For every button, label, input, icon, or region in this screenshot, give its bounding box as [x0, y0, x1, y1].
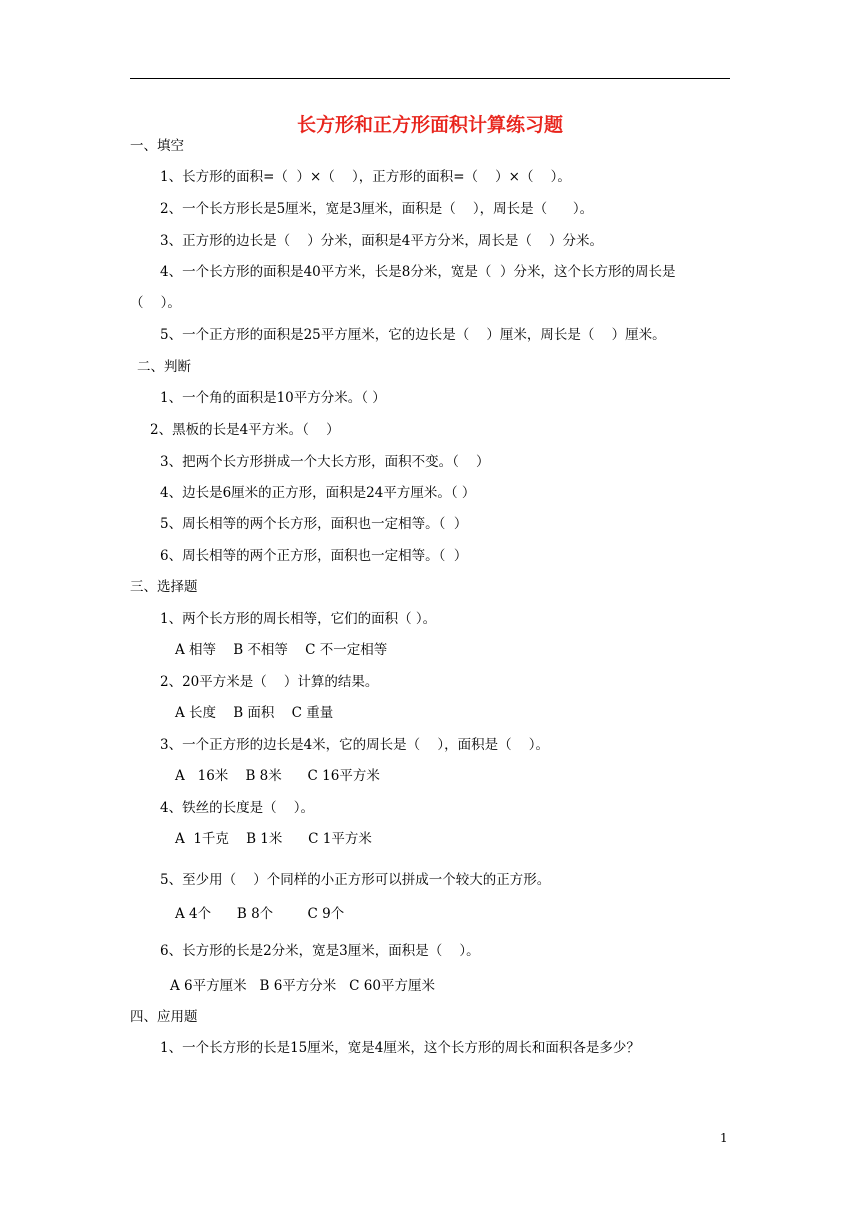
section-heading-choice: 三、选择题 — [130, 579, 198, 595]
choice-options-1: A 相等 B 不相等 C 不一定相等 — [175, 642, 388, 658]
judge-item-2: 2、黑板的长是4平方米。（ ） — [150, 422, 340, 438]
page-title: 长方形和正方形面积计算练习题 — [296, 114, 563, 136]
fill-item-1: 1、长方形的面积=（ ）×（ ），正方形的面积=（ ）×（ ）。 — [160, 169, 571, 185]
choice-options-2: A 长度 B 面积 C 重量 — [175, 705, 334, 721]
choice-question-4: 4、铁丝的长度是（ ）。 — [160, 800, 315, 816]
judge-item-1: 1、一个角的面积是10平方分米。（ ） — [160, 390, 386, 406]
page-number: 1 — [720, 1131, 728, 1145]
fill-item-2: 2、一个长方形长是5厘米，宽是3厘米，面积是（ ），周长是（ ）。 — [160, 201, 594, 217]
header-rule — [130, 78, 730, 79]
section-heading-application: 四、应用题 — [130, 1009, 198, 1025]
choice-options-4: A 1千克 B 1米 C 1平方米 — [175, 831, 372, 847]
fill-item-5: 5、一个正方形的面积是25平方厘米，它的边长是（ ）厘米，周长是（ ）厘米。 — [160, 327, 666, 343]
section-heading-judge: 二、判断 — [137, 359, 191, 375]
judge-item-5: 5、周长相等的两个长方形，面积也一定相等。（ ） — [160, 516, 468, 532]
choice-options-6: A 6平方厘米 B 6平方分米 C 60平方厘米 — [170, 978, 435, 994]
choice-question-6: 6、长方形的长是2分米，宽是3厘米，面积是（ ）。 — [160, 943, 480, 959]
choice-question-1: 1、两个长方形的周长相等，它们的面积（ ）。 — [160, 611, 437, 627]
fill-item-4: 4、一个长方形的面积是40平方米，长是8分米，宽是（ ）分米，这个长方形的周长是 — [160, 264, 676, 280]
choice-question-2: 2、20平方米是（ ）计算的结果。 — [160, 674, 379, 690]
choice-question-3: 3、一个正方形的边长是4米，它的周长是（ ），面积是（ ）。 — [160, 737, 550, 753]
judge-item-4: 4、边长是6厘米的正方形，面积是24平方厘米。（ ） — [160, 485, 476, 501]
application-item-1: 1、一个长方形的长是15厘米，宽是4厘米，这个长方形的周长和面积各是多少？ — [160, 1040, 640, 1056]
choice-options-3: A 16米 B 8米 C 16平方米 — [175, 768, 380, 784]
judge-item-6: 6、周长相等的两个正方形，面积也一定相等。（ ） — [160, 548, 468, 564]
section-heading-fill: 一、填空 — [130, 138, 184, 154]
judge-item-3: 3、把两个长方形拼成一个大长方形，面积不变。（ ） — [160, 454, 490, 470]
fill-item-4-continued: （ ）。 — [130, 295, 181, 311]
choice-question-5: 5、至少用（ ）个同样的小正方形可以拼成一个较大的正方形。 — [160, 872, 551, 888]
choice-options-5: A 4个 B 8个 C 9个 — [175, 906, 345, 922]
fill-item-3: 3、正方形的边长是（ ）分米，面积是4平方分米，周长是（ ）分米。 — [160, 233, 604, 249]
